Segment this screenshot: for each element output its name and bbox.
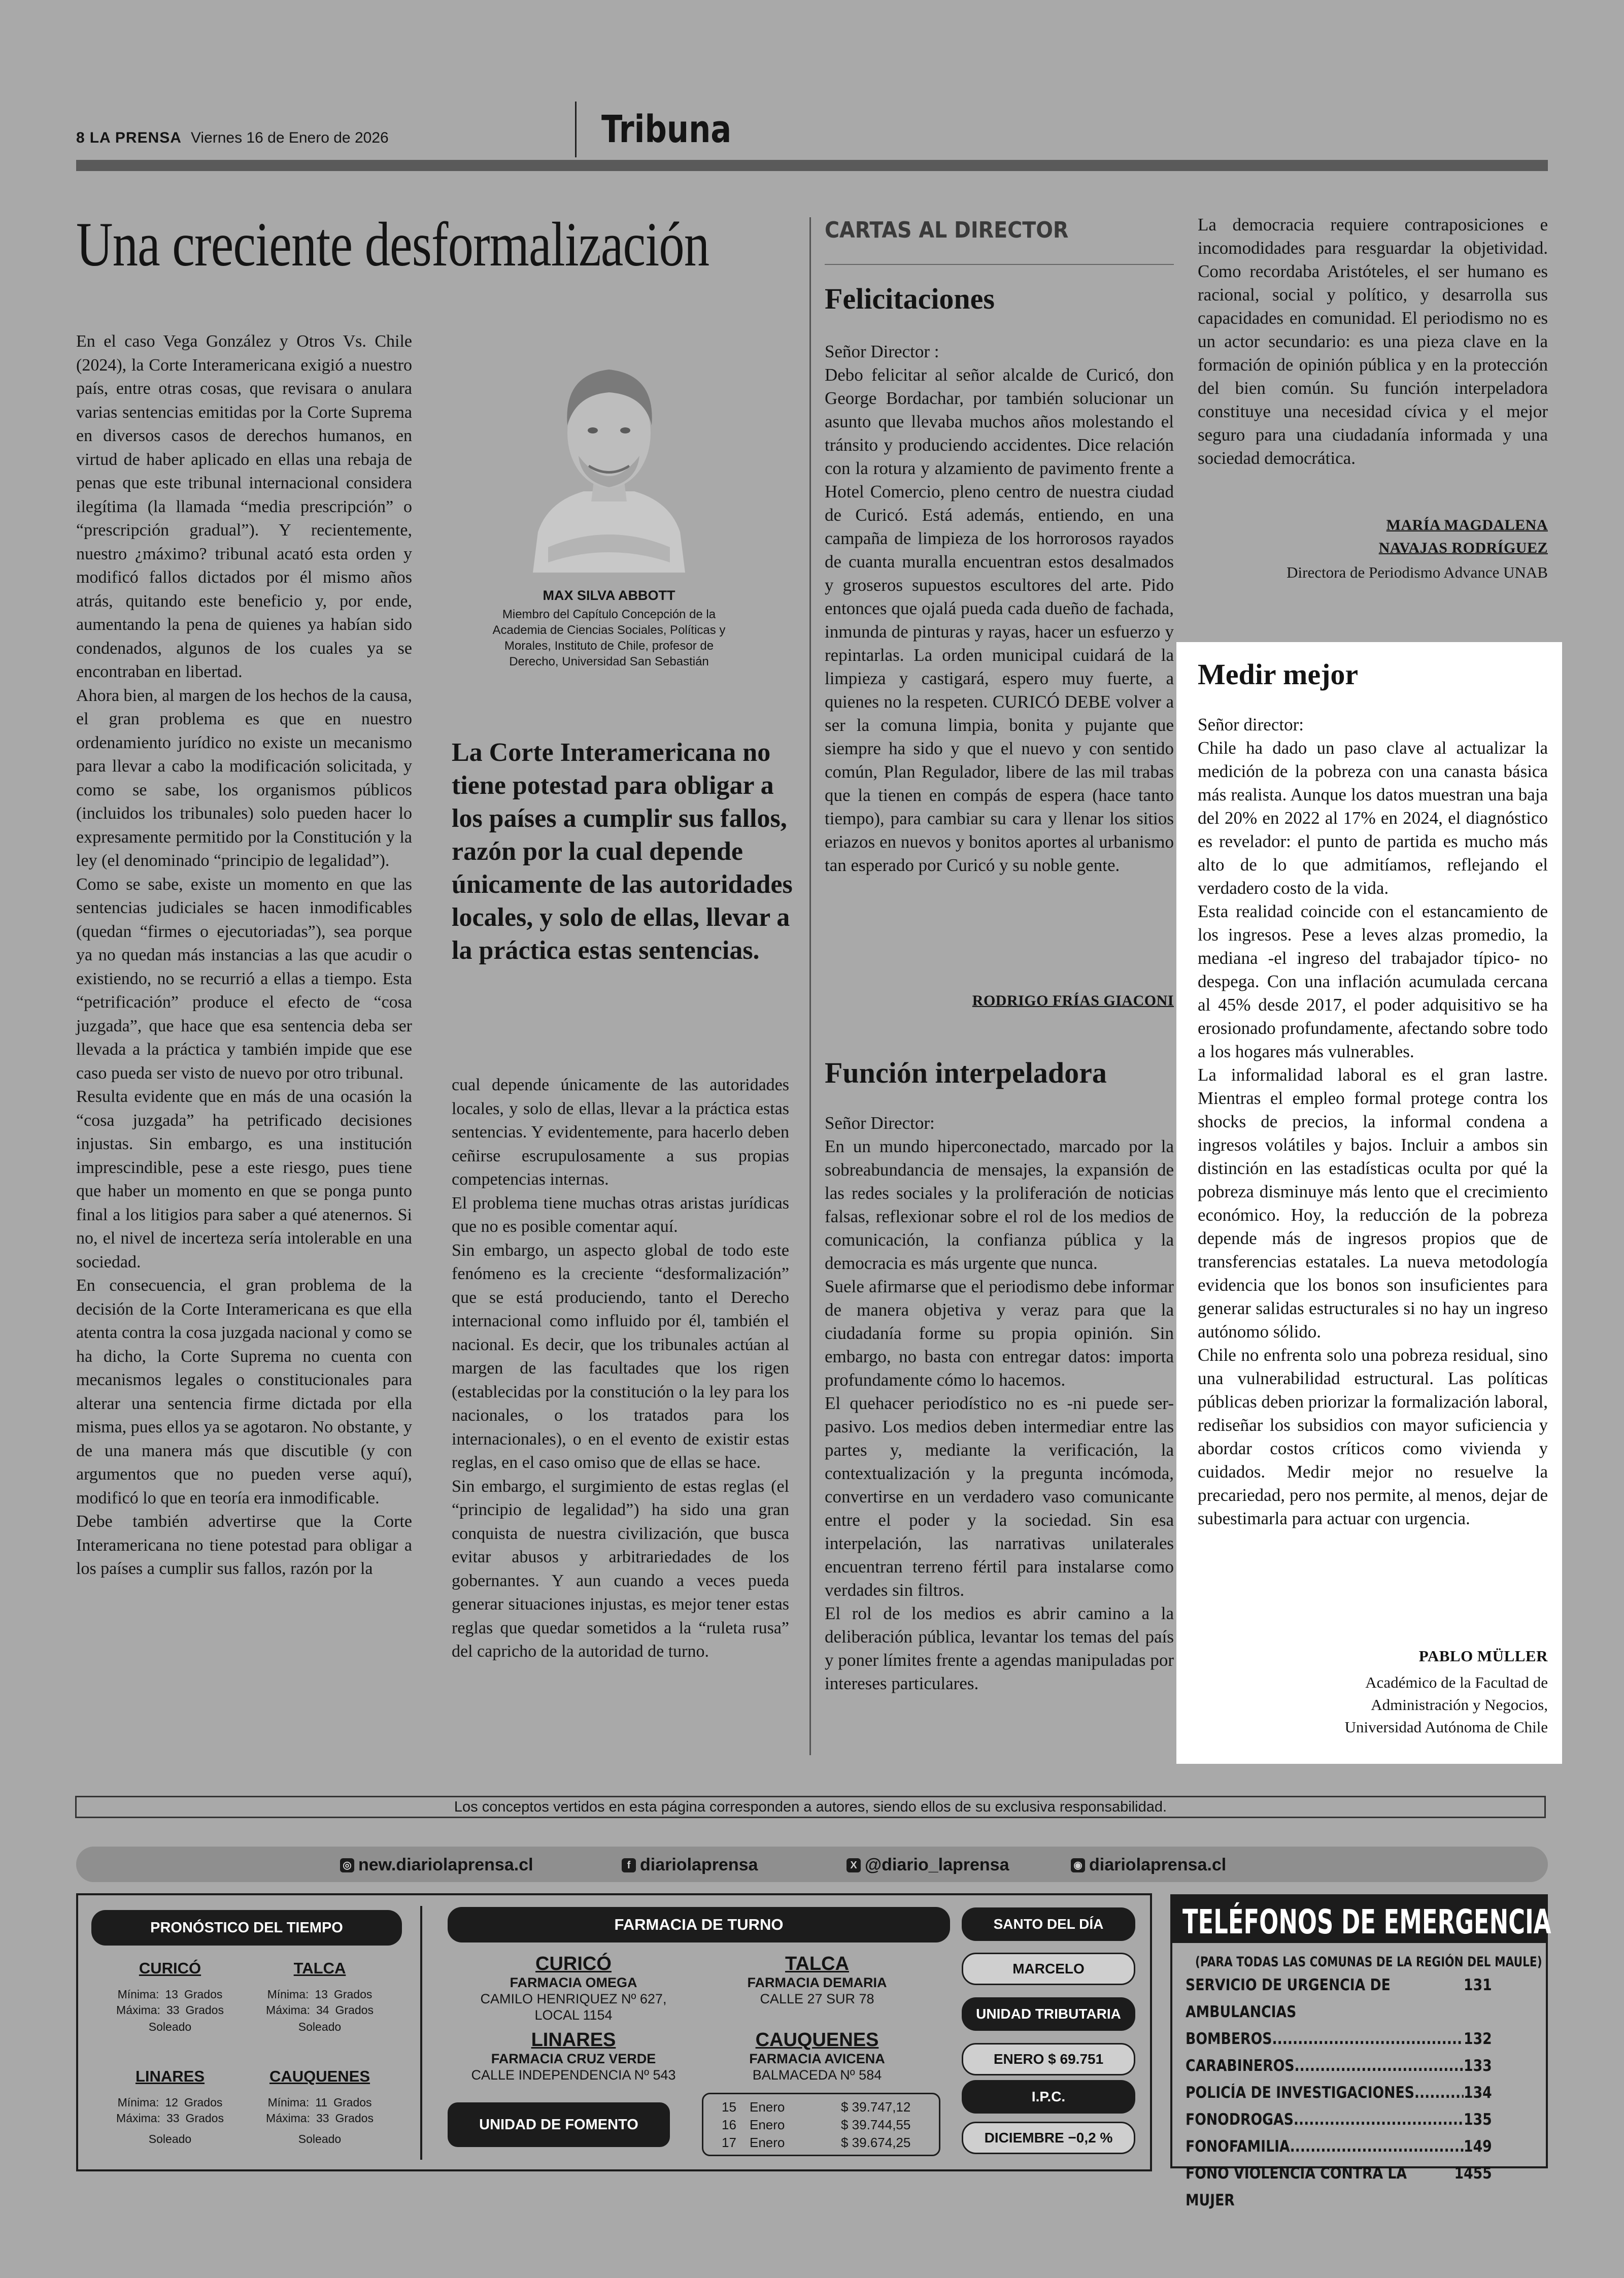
min-value: 11	[315, 2096, 328, 2109]
unit: Grados	[335, 2112, 374, 2125]
role-line: Universidad Autónoma de Chile	[1344, 1718, 1548, 1736]
emergency-number[interactable]: 134	[1464, 2084, 1492, 2102]
social-instagram[interactable]	[1071, 1855, 1226, 1875]
ipc-label: I.P.C.	[962, 2080, 1135, 2114]
letter-felicitaciones	[825, 340, 1174, 877]
unit: Grados	[185, 2112, 224, 2125]
emergency-label: FONO VIOLENCIA CONTRA LA MUJER	[1186, 2164, 1407, 2209]
article-paragraph: Resulta evidente que en más de una ocasión la “cosa juzgada” ha petrificado decisiones injustas. Sin embargo, es una institución imprescindible, pese a este riesgo, pues tiene que haber un momento en que se ponga punto final a los litigios para saber a qué atenernos. Si no, el nivel de incerteza sería intolerable en una sociedad.	[76, 1087, 412, 1271]
author-photo	[528, 339, 690, 573]
letter-paragraph: Chile no enfrenta solo una pobreza residual, sino una vulnerabilidad estructural. Las políticas públicas deben priorizar la formalización laboral, rediseñar los subsidios con mayor suficiencia y abordar costos críticos como vivienda y cuidados. Medir mejor no resuelve la precariedad, pero nos permite, al menos, dejar de subestimarla para actuar con urgencia.	[1198, 1345, 1548, 1528]
social-website[interactable]	[340, 1855, 533, 1875]
letter-title-funcion: Función interpeladora	[825, 1056, 1107, 1089]
weather-city: CAUQUENES	[269, 2067, 370, 2085]
emergency-number[interactable]: 1455	[1454, 2164, 1492, 2183]
max-label: Máxima:	[266, 2112, 310, 2125]
article-paragraph: Sin embargo, el surgimiento de estas reglas (el “principio de legalidad”) ha sido una gran conquista de nuestra civilización, que busca evitar abusos y arbitrariedades de los gobernantes. Y aun cuando a veces pueda generar situaciones injustas, es mejor tener estas reglas que quedar sometidos a la “ruleta rusa” del capricho de la autoridad de turno.	[452, 1477, 789, 1661]
pharmacy-name: FARMACIA CRUZ VERDE	[491, 2051, 656, 2066]
unit: Grados	[333, 2096, 372, 2109]
weather-cauquenes	[251, 2067, 388, 2146]
unit: Grados	[184, 1988, 223, 2001]
social-label: diariolaprensa	[640, 1855, 758, 1874]
article-paragraph: En el caso Vega González y Otros Vs. Chile (2024), la Corte Interamericana exigió a nuestro país, entre otras cosas, que revisara o anulara varias sentencias emitidas por la Corte Suprema en diversos casos de derechos humanos, en virtud de haber aplicado en ellas una rebaja de penas que este tribunal internacional considera ilegítima (la llamada “media prescripción” o “prescripción gradual”). Y recientemente, nuestro ¿máximo? tribunal acató esta orden y modificó fallos dictados por él mismo años atrás, quitando este beneficio y, por ende, aumentando la pena de quienes ya habían sido condenados, algunos de los cuales ya se encontraban en libertad.	[76, 332, 412, 681]
author-portrait-icon	[528, 339, 690, 573]
unit: Grados	[335, 2003, 374, 2017]
article-paragraph: Ahora bien, al margen de los hechos de la causa, el gran problema es que en nuestro ordenamiento jurídico no existe un mecanismo para llevar a cabo la modificación solicitada, y como se sabe, los organismos públicos (incluidos los tribunales) solo pueden hacer lo expresamente permitido por la Constitución y la ley (el denominado “principio de legalidad”).	[76, 686, 412, 870]
fomento-row	[722, 2116, 921, 2134]
social-label: @diario_laprensa	[865, 1855, 1009, 1874]
pharmacy-talca	[695, 1953, 939, 2007]
weather-linares	[101, 2067, 239, 2146]
pharmacy-city: TALCA	[785, 1953, 849, 1974]
emergency-list	[1186, 1972, 1542, 2214]
fomento-month: Enero	[750, 2099, 785, 2115]
emergency-row	[1186, 2026, 1492, 2053]
emergency-label: CARABINEROS	[1186, 2057, 1295, 2075]
column-divider	[809, 217, 811, 1755]
article-paragraph: Sin embargo, un aspecto global de todo este fenómeno es la creciente “desformalización” que se está produciendo, tanto el Derecho internacional como influido por él, también el nacional. Es decir, que los tribunales actúan al margen de las facultades que los rigen (establecidas por la constitución o la ley para los nacionales, o los tratados para los internacionales), o en el evento de existir estas reglas, en el caso omiso que de ellas se hace.	[452, 1241, 789, 1472]
pharmacy-name: FARMACIA DEMARIA	[747, 1975, 887, 1990]
disclaimer: Los conceptos vertidos en esta página corresponden a autores, siendo ellos de su exclusiva responsabilidad.	[75, 1796, 1546, 1818]
weather-condition: Soleado	[148, 2132, 192, 2146]
weather-city: CURICÓ	[139, 1959, 201, 1977]
fomento-label: UNIDAD DE FOMENTO	[448, 2102, 670, 2147]
unit: Grados	[184, 2096, 223, 2109]
emergency-row	[1186, 2133, 1492, 2160]
max-label: Máxima:	[266, 2003, 310, 2017]
weather-curico	[101, 1959, 239, 2034]
emergency-number[interactable]: 135	[1464, 2110, 1492, 2129]
letter-salutation: Señor Director :	[825, 342, 939, 361]
letter-signature: PABLO MÜLLER	[1418, 1647, 1548, 1665]
letter-signature-line1: MARÍA MAGDALENA	[1386, 517, 1548, 533]
fomento-row	[722, 2098, 921, 2116]
emergency-row	[1186, 2160, 1492, 2214]
letters-rule	[825, 264, 1174, 265]
fomento-day: 16	[722, 2117, 736, 2132]
article-paragraph: Como se sabe, existe un momento en que las sentencias judiciales se hacen inmodificables (quedan “firmes o ejecutoriadas”), sea porque ya no quedan más instancias a las que acudir o existiendo, no se recurrió a ellas a tiempo. Esta “petrificación” produce el efecto de “cosa juzgada”, que hace que esa sentencia deba ser llevada a la práctica y también impide que ese caso pueda ser visto de nuevo por otro tribunal.	[76, 875, 412, 1083]
max-value: 33	[166, 2003, 180, 2017]
emergency-row	[1186, 2106, 1492, 2133]
fomento-day: 15	[722, 2099, 736, 2115]
emergency-label: FONOFAMILIA	[1186, 2137, 1290, 2156]
unit: Grados	[333, 1988, 373, 2001]
article-paragraph: Debe también advertirse que la Corte Interamericana no tiene potestad para obligar a los países a cumplir sus fallos, razón por la	[76, 1512, 412, 1578]
pull-quote: La Corte Interamericana no tiene potestad para obligar a los países a cumplir sus fallos, razón por la cual depende únicamente de las autoridades locales, y solo de ellas, llevar a la práctica estas sentencias.	[452, 738, 793, 965]
emergency-row	[1186, 2080, 1492, 2106]
issue-date: Viernes 16 de Enero de 2026	[190, 129, 389, 146]
min-label: Mínima:	[267, 2096, 310, 2109]
article-paragraph: En consecuencia, el gran problema de la decisión de la Corte Interamericana es que ella atenta contra la cosa juzgada nacional y como se ha dicho, la Corte Suprema no cuenta con mecanismos legales o constitucionales para alterar una sentencia firme dictada por ella misma, pues ellos ya se agotaron. No obstante, y de una manera más que discutible (y con argumentos que no pueden verse aquí), modificó lo que en teoría era inmodificable.	[76, 1276, 412, 1508]
letter-paragraph: La informalidad laboral es el gran lastre. Mientras el empleo formal protege contra los shocks de precios, la informal condena a ingresos volátiles y bajos. Incluir a ambos sin distinción en las estadísticas oculta por qué la pobreza disminuye más lento que el crecimiento económico. Hoy, la reducción de la pobreza depende más de ingresos propios que de transferencias estatales. La nueva metodología evidencia que los bonos son insuficientes para generar salidas estructurales si no hay un ingreso autónomo sólido.	[1198, 1065, 1548, 1342]
letter-paragraph: Chile ha dado un paso clave al actualizar la medición de la pobreza con una canasta básica más realista. Aunque los datos muestran una baja del 20% en 2022 al 17% en 2024, el diagnóstico es revelador: el punto de partida es mucho más alto de lo que admitíamos, reflejando el verdadero costo de la vida.	[1198, 738, 1548, 898]
globe-icon: ◎	[340, 1858, 354, 1872]
utm-value: ENERO $ 69.751	[962, 2043, 1135, 2075]
emergency-row	[1186, 2053, 1492, 2080]
letter-paragraph: El rol de los medios es abrir camino a la deliberación pública, levantar los temas del país y poner límites frente a agendas manipuladas por intereses particulares.	[825, 1603, 1174, 1693]
fomento-row	[722, 2134, 921, 2152]
weather-title: PRONÓSTICO DEL TIEMPO	[91, 1910, 402, 1946]
letters-section-title: CARTAS AL DIRECTOR	[825, 217, 1069, 243]
weather-city: TALCA	[293, 1959, 346, 1977]
weather-city: LINARES	[135, 2067, 205, 2085]
pharmacy-cauquenes	[695, 2029, 939, 2083]
article-column-1	[76, 330, 412, 1581]
letter-title-medir: Medir mejor	[1198, 658, 1359, 691]
santo-label: SANTO DEL DÍA	[962, 1907, 1135, 1941]
header-rule	[76, 160, 1548, 171]
article-paragraph: cual depende únicamente de las autoridades locales, y solo de ellas, llevar a la práctica estas sentencias. Y evidentemente, para hacerlo deben ceñirse escrupulosamente a sus propias competencias internas.	[452, 1076, 789, 1189]
fomento-value: $ 39.747,12	[841, 2099, 911, 2115]
letter-body: Debo felicitar al señor alcalde de Curicó, don George Bordachar, por también solucionar un asunto que llevaba muchos años molestando el tránsito y produciendo accidentes. Dice relación con la rotura y alzamiento de pavimento frente a Hotel Comercio, pleno centro de nuestra ciudad de Curicó. Está además, entiendo, en una campaña de limpieza de los horrorosos rayados de cuanta muralla encuentran estos desalmados y groseros supuestos escultores del arte. Pido entonces que ojalá pueda cada dueño de fachada, inmunda de pinturas y rayas, hacer un esfuerzo y repintarlas. La orden municipal cuidará de la limpieza y castigará, espero muy fuerte, a quienes no la respeten. CURICÓ DEBE volver a ser la comuna limpia, bonita y pujante que siempre ha sido y que el nuevo y con sentido común, Plan Regulador, libere de las mil trabas que la tienen en compás de espera (hace tanto tiempo), para cambiar su cara y llenar los sitios eriazos en nuevos y bonitos aportes al urbanismo tan esperado por Curicó y su noble gente.	[825, 365, 1174, 875]
min-value: 13	[165, 1988, 178, 2001]
pharmacy-name: FARMACIA OMEGA	[510, 1975, 637, 1990]
weather-condition: Soleado	[298, 2132, 342, 2146]
social-facebook[interactable]	[622, 1855, 758, 1875]
article-title: Una creciente desformalización	[76, 210, 709, 279]
max-label: Máxima:	[116, 2112, 160, 2125]
pharmacy-address: CALLE 27 SUR 78	[760, 1991, 874, 2006]
pharmacy-address: CALLE INDEPENDENCIA Nº 543	[471, 2067, 676, 2083]
max-value: 33	[166, 2112, 180, 2125]
pharmacy-city: CAUQUENES	[755, 2029, 879, 2051]
unit: Grados	[185, 2003, 224, 2017]
pharmacy-address: CAMILO HENRIQUEZ Nº 627, LOCAL 1154	[480, 1991, 667, 2023]
letter-paragraph: En un mundo hiperconectado, marcado por la sobreabundancia de mensajes, la expansión de las redes sociales y la proliferación de noticias falsas, reflexionar sobre el rol de los medios de comunicación, la confianza pública y la democracia es más urgente que nunca.	[825, 1136, 1174, 1273]
pharmacy-city: CURICÓ	[535, 1953, 612, 1974]
letter-signature-role: Directora de Periodismo Advance UNAB	[1287, 563, 1548, 581]
pharmacy-name: FARMACIA AVICENA	[749, 2051, 885, 2066]
weather-talca	[251, 1959, 388, 2034]
letter-funcion	[825, 1112, 1174, 1695]
section-title: Tribuna	[601, 108, 732, 151]
utm-label: UNIDAD TRIBUTARIA	[962, 1997, 1135, 2031]
ipc-value: DICIEMBRE −0,2 %	[962, 2122, 1135, 2154]
author-name: MAX SILVA ABBOTT	[543, 588, 675, 603]
paper-name: LA PRENSA	[89, 129, 182, 146]
emergency-label: POLICÍA DE INVESTIGACIONES	[1186, 2084, 1414, 2102]
fomento-month: Enero	[750, 2135, 785, 2150]
emergency-row	[1186, 1972, 1492, 2026]
emergency-number[interactable]: 133	[1464, 2057, 1492, 2075]
min-label: Mínima:	[117, 2096, 159, 2109]
author-description: Miembro del Capítulo Concepción de la Academia de Ciencias Sociales, Políticas y Morales, Instituto de Chile, profesor de Derecho, Universidad San Sebastián	[492, 608, 726, 668]
role-line: Administración y Negocios,	[1371, 1696, 1548, 1714]
social-bar	[76, 1847, 1548, 1882]
emergency-number[interactable]: 131	[1464, 1976, 1492, 1994]
letter-salutation: Señor Director:	[825, 1113, 935, 1133]
article-column-2	[452, 1074, 789, 1664]
emergency-label: SERVICIO DE URGENCIA DE AMBULANCIAS	[1186, 1976, 1391, 2021]
social-label: new.diariolaprensa.cl	[358, 1855, 533, 1874]
letter-signature-line2: NAVAJAS RODRÍGUEZ	[1378, 540, 1548, 556]
fomento-value: $ 39.674,25	[841, 2135, 911, 2150]
max-value: 34	[316, 2003, 329, 2017]
header-divider	[575, 102, 577, 157]
letter-medir	[1198, 713, 1548, 1530]
services-divider	[420, 1906, 422, 2160]
letter-title-felicitaciones: Felicitaciones	[825, 282, 995, 315]
instagram-icon: ◉	[1071, 1858, 1085, 1872]
fomento-day: 17	[722, 2135, 736, 2150]
weather-condition: Soleado	[148, 2020, 192, 2033]
letter-paragraph: Esta realidad coincide con el estancamiento de los ingresos. Pese a leves alzas promedio, la mediana -el ingreso del trabajador típico- no despega. Con una inflación acumulada cercana al 45% desde 2017, el poder adquisitivo se ha erosionado profundamente, afectando sobre todo a los hogares más vulnerables.	[1198, 901, 1548, 1061]
santo-value: MARCELO	[962, 1953, 1135, 1985]
min-label: Mínima:	[117, 1988, 159, 2001]
page-header	[76, 129, 389, 147]
pharmacy-city: LINARES	[531, 2029, 616, 2051]
pharmacy-title: FARMACIA DE TURNO	[448, 1907, 950, 1942]
emergency-subtitle: (PARA TODAS LAS COMUNAS DE LA REGIÓN DEL MAULE)	[1195, 1954, 1542, 1970]
article-paragraph: El problema tiene muchas otras aristas jurídicas que no es posible comentar aquí.	[452, 1193, 789, 1236]
role-line: Académico de la Facultad de	[1365, 1673, 1548, 1691]
emergency-label: FONODROGAS	[1186, 2110, 1294, 2129]
pharmacy-address: BALMACEDA Nº 584	[752, 2067, 882, 2083]
emergency-title: TELÉFONOS DE EMERGENCIA	[1182, 1902, 1551, 1941]
letter-paragraph: Suele afirmarse que el periodismo debe informar de manera objetiva y veraz para que la ciudadanía forme su propia opinión. Sin embargo, no basta con entregar datos: importa profundamente cómo lo hacemos.	[825, 1277, 1174, 1390]
fomento-value: $ 39.744,55	[841, 2117, 911, 2132]
min-label: Mínima:	[267, 1988, 309, 2001]
letter-paragraph: La democracia requiere contraposiciones e incomodidades para resguardar la objetividad. Como recordaba Aristóteles, el ser humano es racional, social y político, y desarrolla sus capacidades en comunidad. El periodismo no es un actor secundario: es una pieza clave en la formación de opinión pública y en la protección del bien común. Su función interpeladora constituye una necesidad cívica y el mejor seguro para una ciudadanía informada y una sociedad democrática.	[1198, 215, 1548, 468]
pharmacy-linares	[447, 2029, 700, 2083]
page-number: 8	[76, 129, 85, 146]
emergency-label: BOMBEROS	[1186, 2030, 1272, 2048]
letter-funcion-continued	[1198, 213, 1548, 470]
letter-paragraph: El quehacer periodístico no es -ni puede ser- pasivo. Los medios deben intermediar entre las partes y, mediante la verificación, la contextualización y la pregunta incómoda, convertirse en un verdadero vaso comunicante entre el poder y la sociedad. Sin esa interpelación, las narrativas unilaterales encuentran terreno fértil para instalarse como verdades sin filtros.	[825, 1393, 1174, 1600]
letter-signature: RODRIGO FRÍAS GIACONI	[972, 992, 1174, 1009]
facebook-icon: f	[622, 1858, 636, 1872]
min-value: 12	[165, 2096, 178, 2109]
pharmacy-curico	[447, 1953, 700, 2023]
letter-salutation: Señor director:	[1198, 715, 1304, 734]
social-x[interactable]	[847, 1855, 1009, 1875]
fomento-month: Enero	[750, 2117, 785, 2132]
max-value: 33	[316, 2112, 329, 2125]
social-label: diariolaprensa.cl	[1089, 1855, 1227, 1874]
max-label: Máxima:	[116, 2003, 160, 2017]
fomento-table	[702, 2093, 940, 2156]
weather-condition: Soleado	[298, 2020, 342, 2033]
x-icon: X	[847, 1858, 861, 1872]
letter-signature-role	[1198, 1671, 1548, 1738]
emergency-number[interactable]: 149	[1464, 2137, 1492, 2156]
emergency-number[interactable]: 132	[1464, 2030, 1492, 2048]
min-value: 13	[315, 1988, 328, 2001]
